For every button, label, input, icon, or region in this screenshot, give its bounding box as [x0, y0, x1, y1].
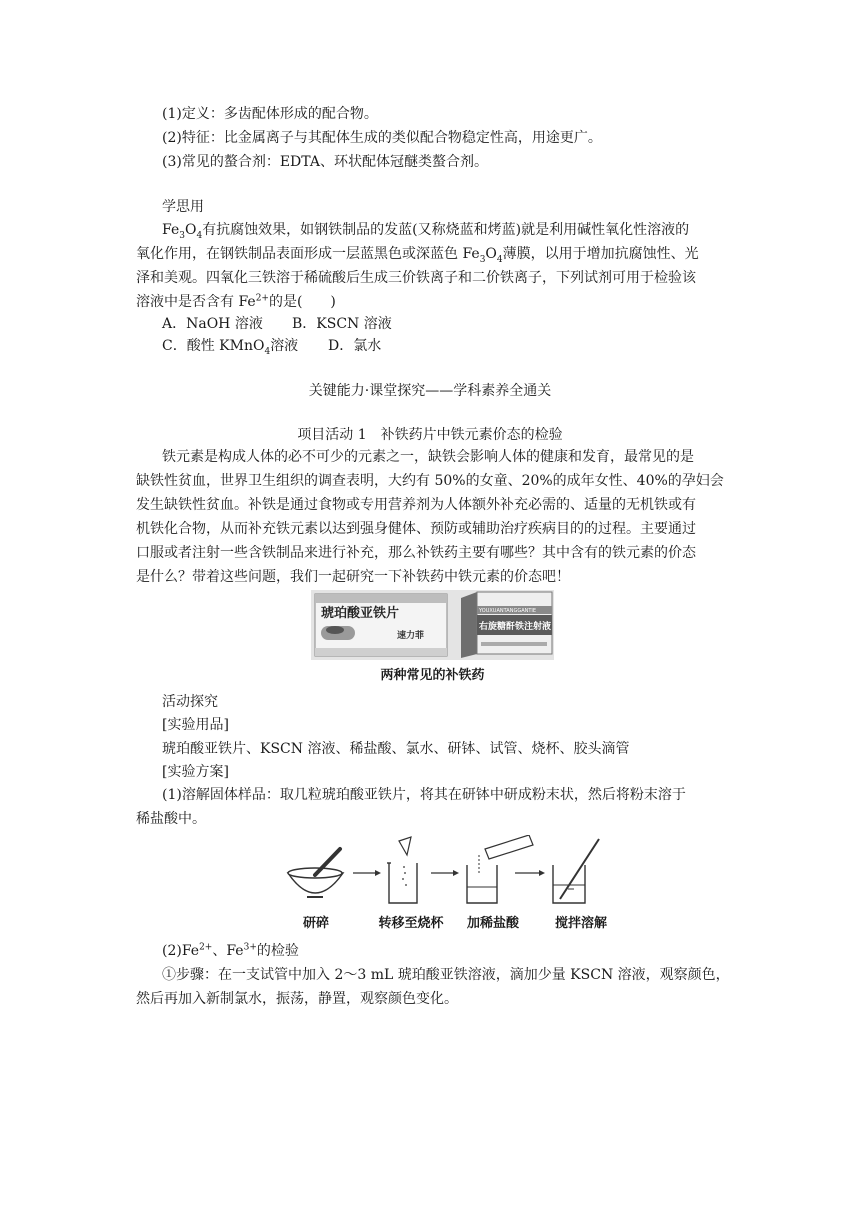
mortar-icon: [288, 849, 343, 897]
xuesiyong-line-4: 溶液中是否含有 $Fe^{2+}$的是( ): [136, 293, 336, 310]
box1-title: 琥珀酸亚铁片: [321, 606, 400, 621]
activity-paragraph-3: 发生缺铁性贫血。补铁是通过食物或专用营养剂为人体额外补充必需的、适量的无机铁或有: [136, 497, 696, 513]
arrow-1-icon: [353, 870, 381, 876]
option-b: B．KSCN 溶液: [292, 316, 392, 332]
materials-heading: [实验用品]: [162, 717, 229, 733]
arrow-2-icon: [431, 870, 459, 876]
section-title: 关键能力·课堂探究——学科素养全通关: [308, 383, 552, 399]
diagram-label-4: 搅拌溶解: [554, 916, 607, 931]
activity-paragraph-6: 是什么？带着这些问题，我们一起研究一下补铁药中铁元素的价态吧！: [136, 569, 570, 585]
xuesiyong-line-3: 泽和美观。四氧化三铁溶于稀硫酸后生成三价铁离子和二价铁离子，下列试剂可用于检验该: [136, 270, 696, 286]
step1-line-2: 稀盐酸中。: [136, 811, 206, 827]
step1-line-1: (1)溶解固体样品：取几粒琥珀酸亚铁片，将其在研钵中研成粉末状，然后将粉末溶于: [162, 787, 686, 803]
materials-list: 琥珀酸亚铁片、KSCN 溶液、稀盐酸、氯水、研钵、试管、烧杯、胶头滴管: [162, 741, 630, 757]
activity-paragraph-1: 铁元素是构成人体的必不可少的元素之一，缺铁会影响人体的健康和发育，最常见的是: [162, 449, 694, 465]
definition-2: (2)特征：比金属离子与其配体生成的类似配合物稳定性高，用途更广。: [162, 130, 602, 146]
activity-paragraph-2: 缺铁性贫血，世界卫生组织的调查表明，大约有 50%的女童、20%的成年女性、40%的孕妇会: [136, 473, 724, 489]
beaker-acid-icon: [467, 835, 533, 903]
option-a: A．NaOH 溶液: [162, 316, 263, 332]
diagram-label-1: 研碎: [302, 916, 329, 931]
detect-step-line-2: 然后再加入新制氯水，振荡，静置，观察颜色变化。: [136, 991, 458, 1007]
arrow-3-icon: [515, 870, 545, 876]
detect-step-line-1: ①步骤：在一支试管中加入 2～3 mL 琥珀酸亚铁溶液，滴加少量 KSCN 溶液，观察颜色，: [162, 967, 730, 983]
supplement-photo: [311, 590, 554, 660]
option-d: D．氯水: [328, 338, 382, 354]
xuesiyong-line-1: $Fe_3O_4$有抗腐蚀效果，如钢铁制品的发蓝(又称烧蓝和烤蓝)就是利用碱性氧化性溶液的: [162, 222, 690, 241]
photo-caption: 两种常见的补铁药: [380, 668, 485, 683]
plan-heading: [实验方案]: [162, 764, 229, 780]
explore-heading: 活动探究: [162, 694, 218, 710]
beaker-stir-icon: [553, 839, 599, 903]
diagram-label-2: 转移至烧杯: [378, 916, 444, 931]
box2-title: 右旋糖酐铁注射液: [479, 622, 552, 632]
xuesiyong-line-2: 氧化作用，在钢铁制品表面形成一层蓝黑色或深蓝色 $Fe_3O_4$薄膜，以用于增加抗腐蚀性、光: [136, 246, 699, 265]
box2-band: YOUXUANTANGGANTIE: [479, 608, 537, 614]
supplement-photo-graphic: [311, 590, 554, 660]
xuesiyong-heading: 学思用: [162, 199, 204, 215]
activity-paragraph-5: 口服或者注射一些含铁制品来进行补充，那么补铁药主要有哪些？其中含有的铁元素的价态: [136, 545, 696, 561]
detect-title: $(2)Fe^{2+}$、$Fe^{3+}$的检验: [162, 942, 299, 959]
diagram-label-3: 加稀盐酸: [466, 916, 519, 931]
procedure-diagram: [285, 835, 615, 910]
definition-3: (3)常见的螯合剂：EDTA、环状配体冠醚类螯合剂。: [162, 154, 488, 170]
activity-paragraph-4: 机铁化合物，从而补充铁元素以达到强身健体、预防或辅助治疗疾病目的的过程。主要通过: [136, 521, 696, 537]
option-c: C．酸性 KMnO$_4$溶液: [162, 338, 299, 357]
beaker-transfer-icon: [387, 837, 417, 903]
definition-1: (1)定义：多齿配体形成的配合物。: [162, 106, 378, 122]
box1-brand: 速力菲: [397, 631, 425, 641]
activity-title: 项目活动 1 补铁药片中铁元素价态的检验: [297, 427, 563, 443]
